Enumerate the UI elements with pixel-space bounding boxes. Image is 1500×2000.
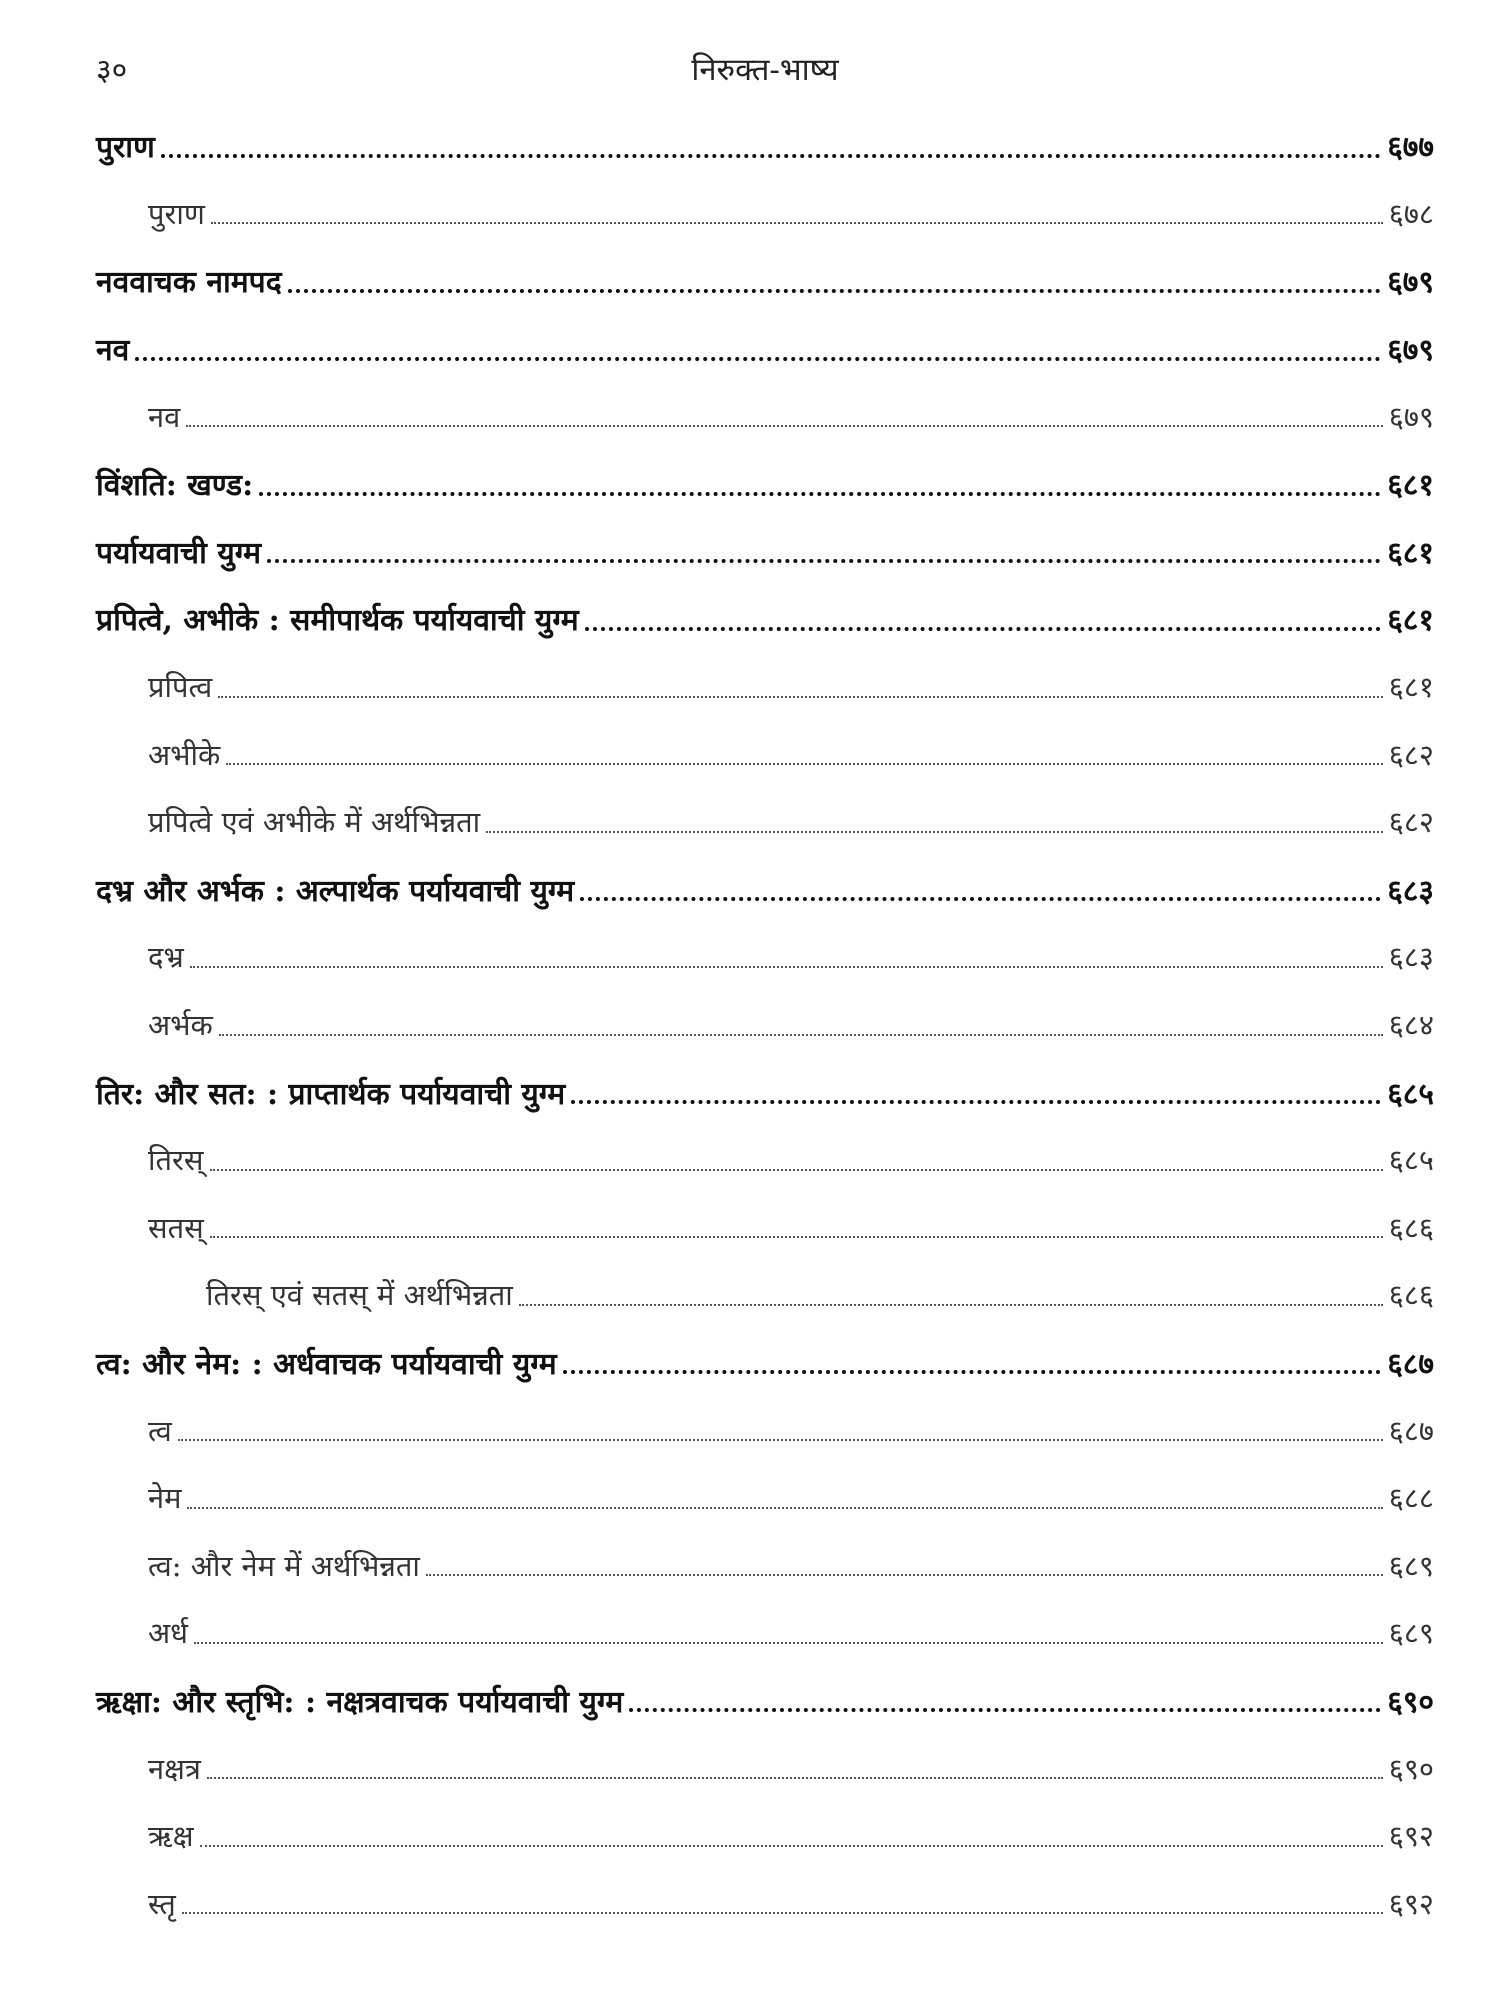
toc-entry-page-number: ६८९ [1388,1548,1434,1583]
toc-entry-label: प्रपित्व [148,670,213,705]
toc-entry-label: त्व [148,1413,172,1448]
toc-entry-page-number: ६७९ [1387,333,1434,369]
toc-subentry [96,1261,1434,1329]
toc-entry-label: स्तृ [148,1886,176,1921]
dot-leader [211,222,1383,224]
toc-heading-entry [96,585,1434,653]
toc-heading-entry [96,247,1434,315]
toc-subentry [96,1802,1434,1870]
dot-leader [571,1100,1381,1104]
toc-entry-page-number: ६८६ [1388,1210,1434,1245]
toc-entry-page-number: ६८५ [1387,1076,1434,1112]
toc-entry-label: पर्यायवाची युग्म [96,535,262,571]
toc-entry-label: नव [96,333,130,369]
toc-entry-page-number: ६७७ [1387,130,1434,166]
dot-leader [190,966,1383,968]
toc-subentry [96,1734,1434,1802]
toc-subentry [96,1531,1434,1599]
dot-leader [585,627,1381,631]
dot-leader [178,1439,1383,1441]
toc-entry-label: तिर: और सत: : प्राप्तार्थक पर्यायवाची युग्म [96,1076,566,1112]
dot-leader [426,1574,1383,1576]
toc-entry-label: प्रपित्वे एवं अभीके में अर्थभिन्नता [148,805,481,840]
toc-entry-page-number: ६९० [1388,1751,1434,1786]
dot-leader [519,1304,1383,1306]
toc-entry-label: सतस् [148,1210,204,1245]
page-number: ३० [96,53,128,88]
toc-entry-page-number: ६७९ [1388,399,1434,434]
toc-subentry [96,382,1434,450]
toc-entry-page-number: ६७८ [1388,196,1434,231]
running-title: निरुक्त-भाष्य [691,52,839,88]
toc-subentry [96,788,1434,856]
dot-leader [267,559,1381,563]
toc-entry-page-number: ६८८ [1388,1481,1434,1516]
toc-entry-page-number: ६८१ [1387,468,1434,504]
page-header [96,48,1434,98]
toc-entry-label: ऋक्ष [148,1819,194,1854]
toc-entry-label: अर्ध [148,1616,188,1651]
toc-entry-label: पुराण [96,130,155,166]
dot-leader [187,1507,1382,1509]
toc-heading-entry [96,450,1434,518]
dot-leader [182,1912,1383,1914]
toc-heading-entry [96,518,1434,586]
dot-leader [288,289,1382,293]
toc-entry-page-number: ६९० [1387,1684,1434,1720]
toc-entry-label: अभीके [148,737,221,772]
toc-entry-label: नव [148,399,181,434]
dot-leader [135,357,1381,361]
toc-subentry [96,653,1434,721]
toc-subentry [96,1126,1434,1194]
toc-subentry [96,1464,1434,1532]
toc-entry-page-number: ६८२ [1388,737,1434,772]
toc-entry-label: तिरस् [148,1143,204,1178]
toc-entry-page-number: ६७९ [1387,265,1434,301]
toc-subentry [96,991,1434,1059]
dot-leader [194,1642,1383,1644]
dot-leader [200,1845,1383,1847]
toc-entry-label: त्व: और नेम में अर्थभिन्नता [148,1548,420,1583]
toc-entry-page-number: ६८१ [1387,603,1434,639]
toc-heading-entry [96,1667,1434,1735]
dot-leader [629,1708,1381,1712]
dot-leader [186,425,1383,427]
toc-entry-label: दभ्र [148,940,184,975]
toc-entry-label: प्रपित्वे, अभीके : समीपार्थक पर्यायवाची युग्म [96,603,579,639]
toc-subentry [96,720,1434,788]
dot-leader [219,1034,1383,1036]
toc-entry-page-number: ६८७ [1388,1413,1434,1448]
toc-entry-label: दभ्र और अर्भक : अल्पार्थक पर्यायवाची युग्म [96,873,575,909]
toc-subentry [96,180,1434,248]
toc-entry-page-number: ६९२ [1388,1819,1434,1854]
toc-entry-page-number: ६८६ [1388,1278,1434,1313]
dot-leader [207,1777,1383,1779]
toc-heading-entry [96,112,1434,180]
toc-entry-page-number: ६८७ [1387,1346,1434,1382]
toc-subentry [96,923,1434,991]
toc-entry-label: नववाचक नामपद [96,265,282,301]
toc-entry-page-number: ६८५ [1388,1143,1434,1178]
toc-entry-label: ऋक्षा: और स्तृभि: : नक्षत्रवाचक पर्यायवाची युग्म [96,1684,624,1720]
toc-entry-page-number: ६८३ [1388,940,1434,975]
dot-leader [210,1169,1383,1171]
toc-subentry [96,1599,1434,1667]
toc-entry-page-number: ६८२ [1388,805,1434,840]
toc-heading-entry [96,315,1434,383]
toc-entry-label: नक्षत्र [148,1751,201,1786]
dot-leader [210,1236,1383,1238]
toc-entry-page-number: ६८१ [1387,535,1434,571]
toc-subentry [96,1396,1434,1464]
toc-subentry [96,1194,1434,1262]
toc-entry-label: अर्भक [148,1008,213,1043]
dot-leader [218,696,1382,698]
toc-heading-entry [96,856,1434,924]
toc-entry-page-number: ६८९ [1388,1616,1434,1651]
dot-leader [161,154,1381,158]
toc-entry-label: पुराण [148,196,205,231]
toc-entry-page-number: ६८१ [1388,670,1434,705]
dot-leader [226,763,1382,765]
toc-entry-label: विंशति: खण्ड: [96,468,254,504]
dot-leader [486,831,1383,833]
dot-leader [259,492,1381,496]
table-of-contents [96,112,1434,1937]
dot-leader [563,1370,1382,1374]
dot-leader [580,897,1381,901]
toc-entry-page-number: ६८३ [1387,873,1434,909]
toc-subentry [96,1869,1434,1937]
toc-entry-page-number: ६८४ [1388,1008,1434,1043]
toc-entry-label: त्व: और नेम: : अर्धवाचक पर्यायवाची युग्म [96,1346,557,1382]
toc-heading-entry [96,1329,1434,1397]
toc-entry-label: तिरस् एवं सतस् में अर्थभिन्नता [206,1278,513,1313]
toc-heading-entry [96,1058,1434,1126]
toc-entry-label: नेम [148,1481,182,1516]
toc-entry-page-number: ६९२ [1388,1886,1434,1921]
